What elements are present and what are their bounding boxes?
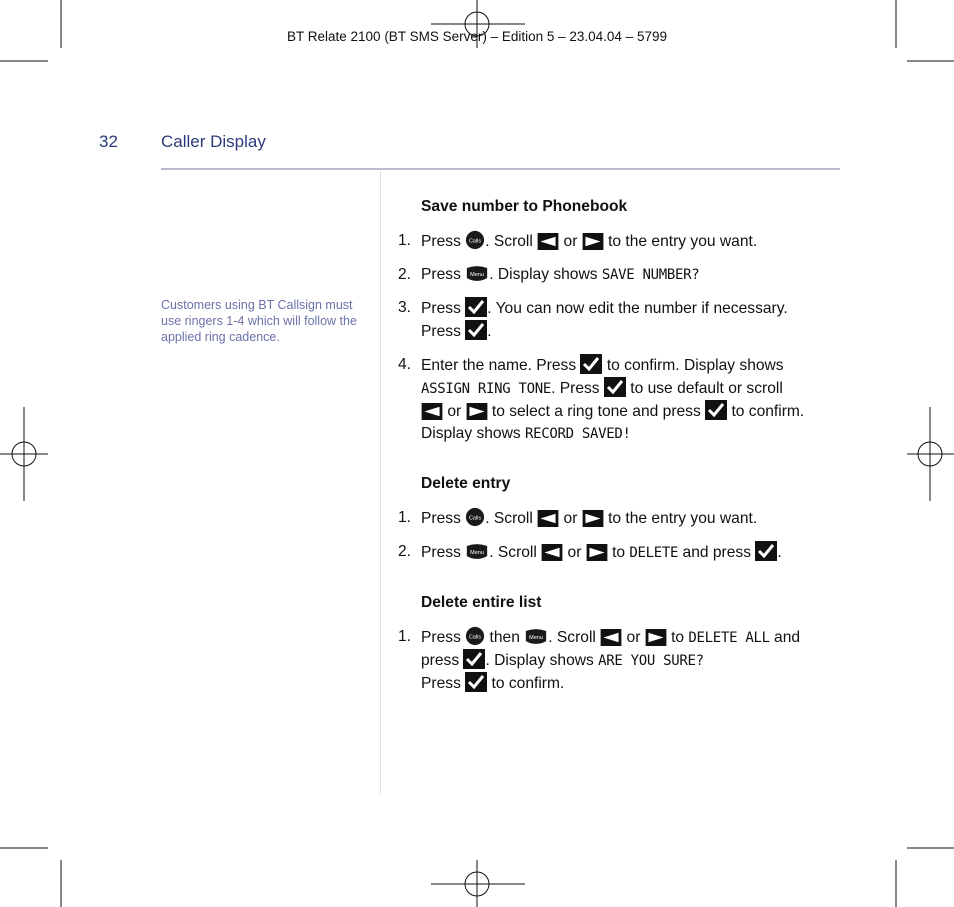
scroll-left-key-icon [541,544,563,561]
step [398,354,838,445]
scroll-right-key-icon [466,403,488,420]
section-heading: Delete entry [421,475,511,492]
document-header: BT Relate 2100 (BT SMS Server) – Edition 5 – 23.04.04 – 5799 [287,29,667,44]
step-text: to [666,629,689,646]
step-number: 1. [398,232,412,249]
section-heading: Delete entire list [421,594,542,611]
step-text: to use default or scroll [625,380,783,397]
step-text: . Press [551,380,604,397]
step-text: to [607,544,630,561]
ok-key-icon [580,354,602,374]
step-text: press [421,652,464,669]
display-text: ARE YOU SURE? [598,653,704,669]
main-content [398,196,838,723]
step-number: 1. [398,628,412,645]
step-text: . Display shows [485,652,599,669]
step-text: Press [421,675,466,692]
step [398,297,838,343]
ok-key-icon [465,320,487,340]
menu-key-icon [465,264,489,283]
step-number: 2. [398,543,412,560]
step-text: . Scroll [485,233,538,250]
step [398,541,838,564]
step-text: Press [421,629,466,646]
scroll-right-key-icon [582,510,604,527]
step-text: Enter the name. Press [421,357,581,374]
header-rule [161,168,840,170]
scroll-left-key-icon [600,629,622,646]
sidenote: Customers using BT Callsign must use ringers 1-4 which will follow the applied ring cadence. [161,298,357,344]
step-number: 1. [398,509,412,526]
step-text: Press [421,510,466,527]
step-text: Press [421,323,466,340]
ok-key-icon [604,377,626,397]
step-text: Press [421,544,466,561]
step-text: to the entry you want. [603,510,758,527]
step-text: . Scroll [489,544,542,561]
step-text: and [769,629,801,646]
section-delete-entry [398,473,838,564]
calls-key-icon [465,507,485,527]
step-text: or [443,403,466,420]
scroll-left-key-icon [537,510,559,527]
scroll-right-key-icon [582,233,604,250]
step-text: to select a ring tone and press [487,403,706,420]
display-text: DELETE ALL [688,630,770,646]
display-text: SAVE NUMBER? [601,267,700,283]
section-heading: Save number to Phonebook [421,198,628,215]
display-text: RECORD SAVED! [525,426,631,442]
step-text: . You can now edit the number if necessary. [487,300,788,317]
page-number: 32 [99,132,118,151]
menu-key-icon [524,627,548,646]
section-delete-list [398,592,838,695]
step [398,507,838,530]
step-text: . Scroll [548,629,601,646]
scroll-left-key-icon [537,233,559,250]
step-text: or [559,233,582,250]
step-text: then [485,629,525,646]
step-number: 4. [398,356,412,373]
section-save-number [398,196,838,445]
ok-key-icon [463,649,485,669]
step-text: or [559,510,582,527]
scroll-right-key-icon [586,544,608,561]
step-text: to confirm. [727,403,805,420]
step [398,230,838,253]
menu-key-icon [465,542,489,561]
step-text: . [487,323,492,340]
step-text: Press [421,266,466,283]
step-number: 3. [398,299,412,316]
display-text: ASSIGN RING TONE [421,381,552,397]
step-number: 2. [398,266,412,283]
step-text: Press [421,233,466,250]
step-text: to the entry you want. [603,233,758,250]
step-text: or [563,544,586,561]
column-divider [380,172,381,794]
step-text: Display shows [421,425,525,442]
display-text: DELETE [629,545,679,561]
step-text: to confirm. [487,675,565,692]
section-title: Caller Display [161,132,266,151]
step-text: and press [678,544,756,561]
step-text: or [622,629,645,646]
ok-key-icon [705,400,727,420]
ok-key-icon [465,297,487,317]
ok-key-icon [465,672,487,692]
step-text: . Scroll [485,510,538,527]
step-text: Press [421,300,466,317]
step-text: . [777,544,782,561]
step-text: . Display shows [489,266,602,283]
scroll-right-key-icon [645,629,667,646]
step [398,626,838,695]
calls-key-icon [465,626,485,646]
scroll-left-key-icon [421,403,443,420]
step-text: to confirm. Display shows [602,357,784,374]
calls-key-icon [465,230,485,250]
step [398,264,838,286]
ok-key-icon [755,541,777,561]
